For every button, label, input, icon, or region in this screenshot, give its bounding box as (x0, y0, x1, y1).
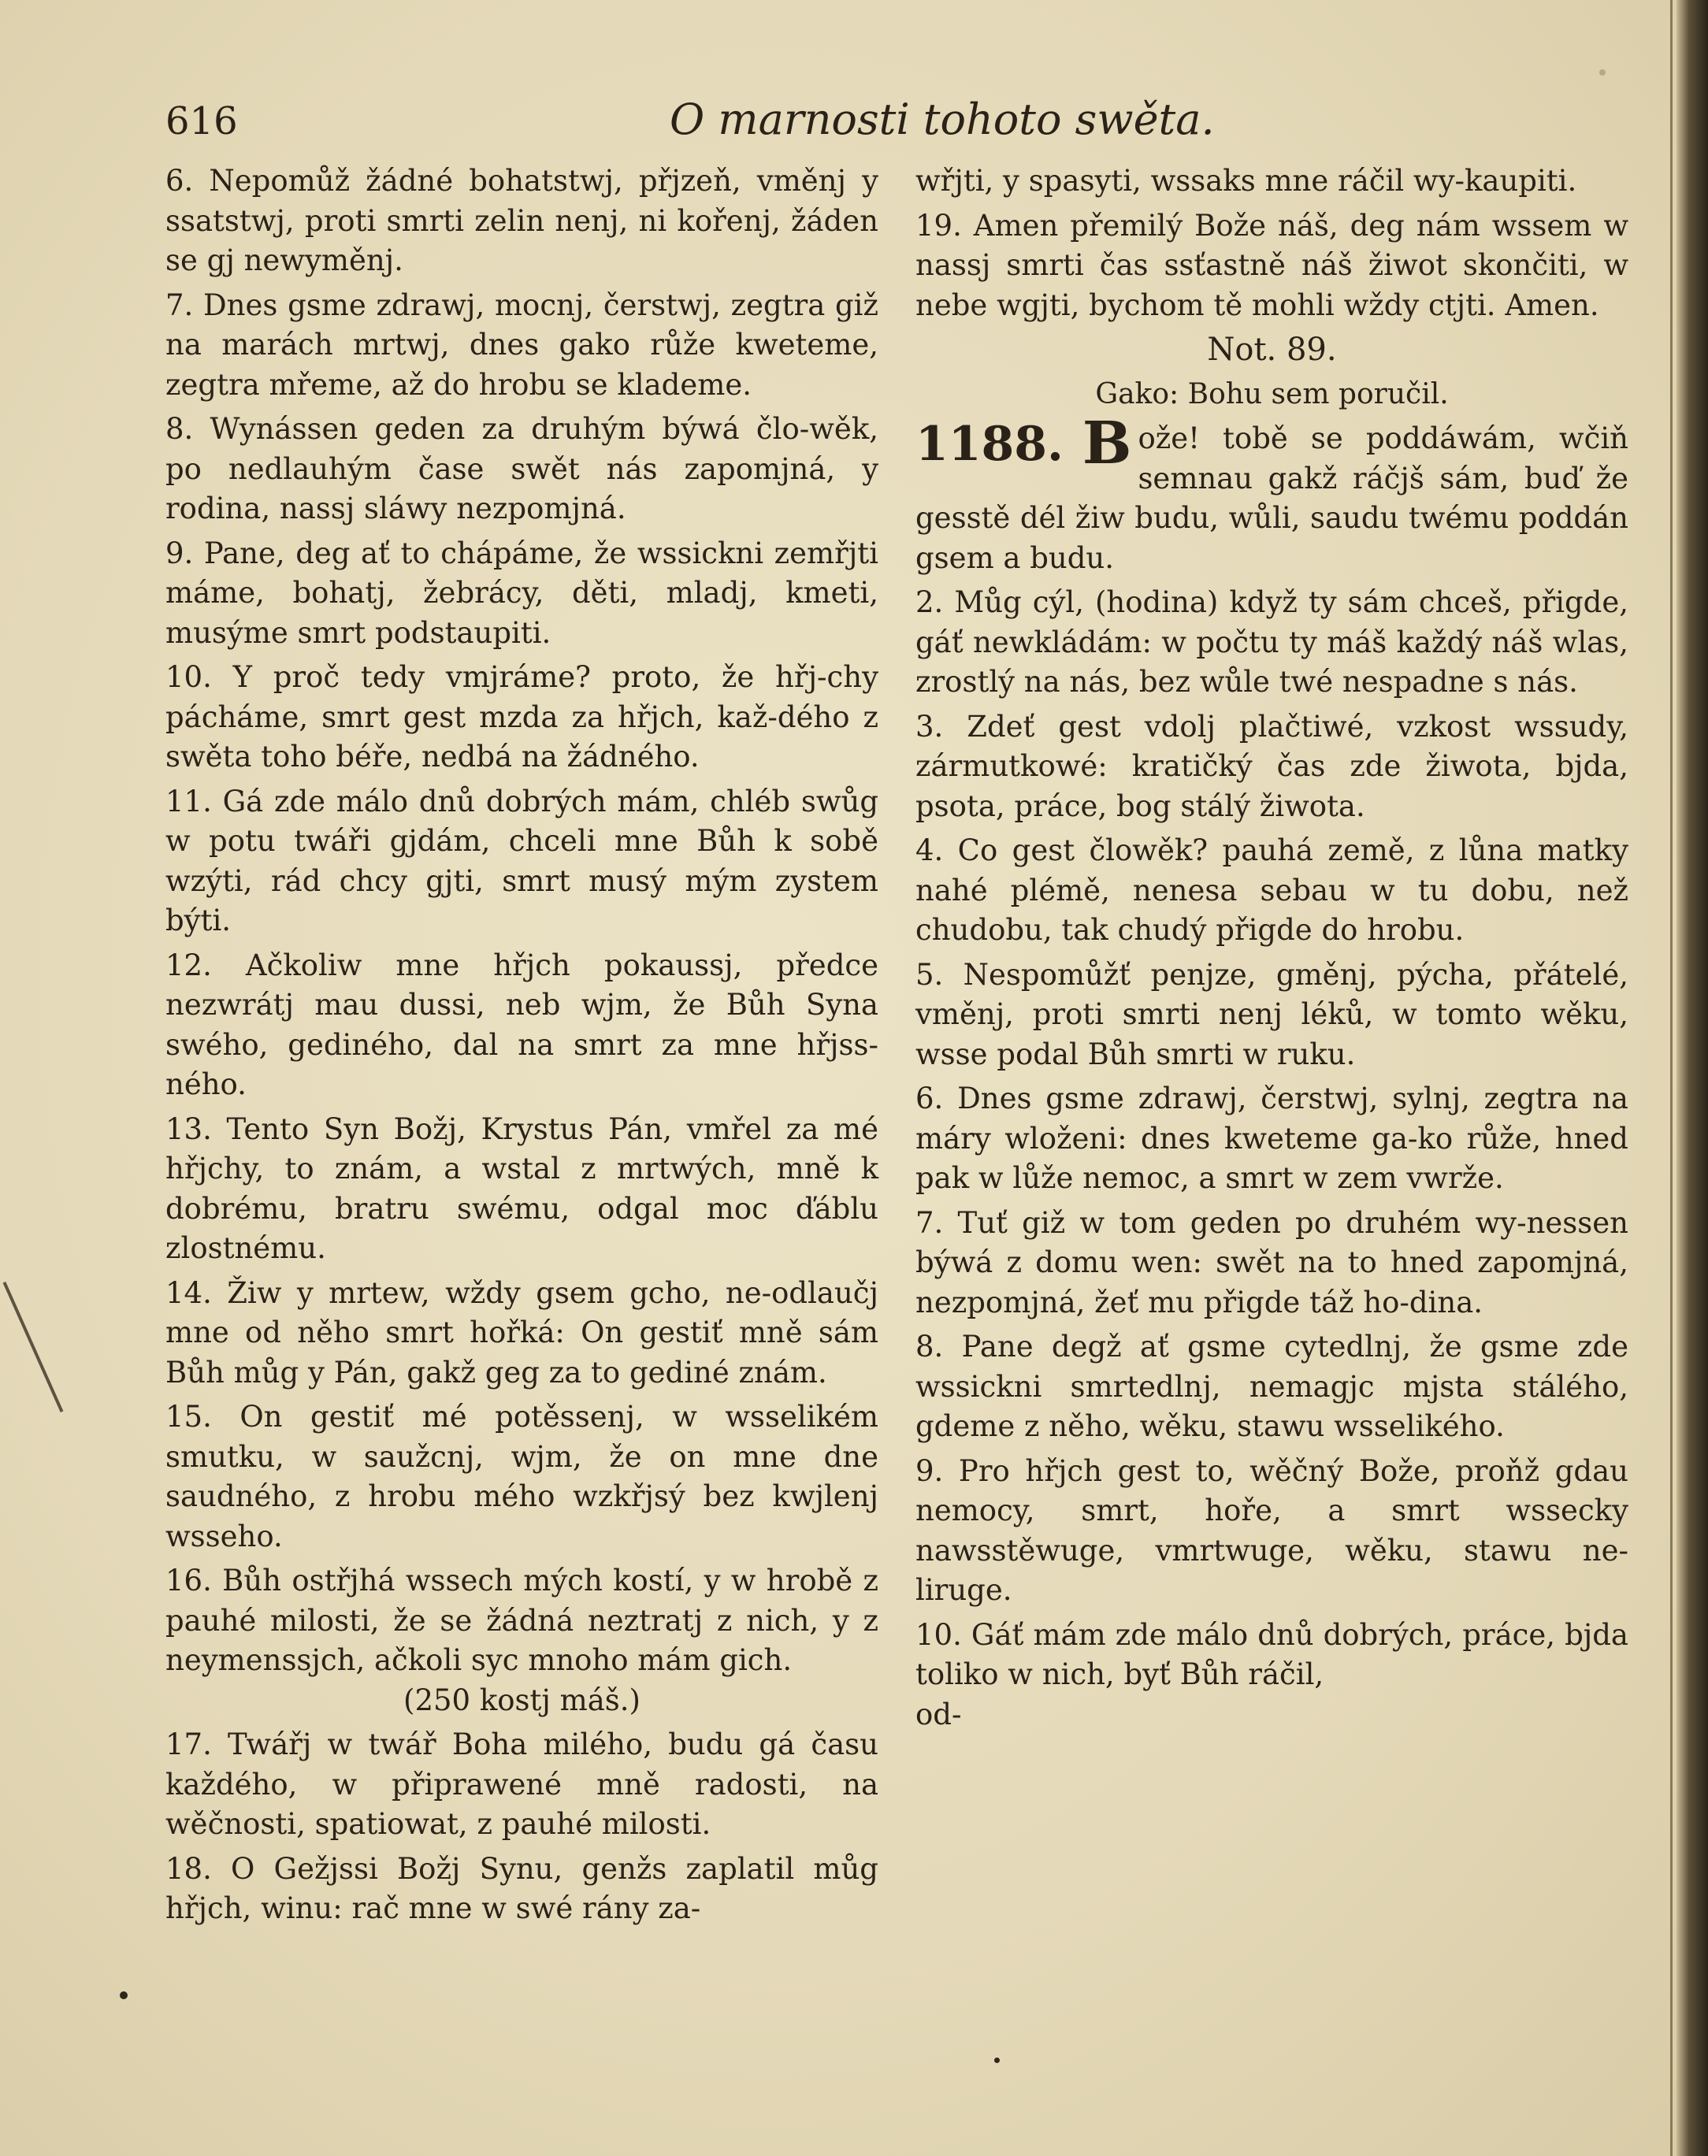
stanza: 6. Nepomůž žádné bohatstwj, přjzeň, vměnj y ssatstwj, proti smrti zelin nenj, ni kořenj, žáden se gj newyměnj. (165, 164, 878, 277)
stanza: 10. Gáť mám zde málo dnů dobrých, práce, bjda toliko w nich, byť Bůh ráčil, (915, 1617, 1628, 1691)
stanza: 4. Co gest člowěk? pauhá země, z lůna matky nahé plémě, nenesa sebau w tu dobu, než chudobu, tak chudý přigde do hrobu. (915, 833, 1628, 947)
ink-spot (1599, 69, 1606, 76)
stanza: 7. Dnes gsme zdrawj, mocnj, čerstwj, zegtra giž na marách mrtwj, dnes gako růže kweteme, zegtra mřeme, až do hrobu se klademe. (165, 288, 878, 402)
stanza: 13. Tento Syn Božj, Krystus Pán, vmřel za mé hřjchy, to znám, a wstal z mrtwých, mně k dobrému, bratru swému, odgal moc ďáblu zlostnému. (165, 1111, 878, 1265)
stanza-continued: wřjti, y spasyti, wssaks mne ráčil wy-kaupiti. (915, 164, 1577, 198)
stanza: 18. O Gežjssi Božj Synu, genžs zaplatil můg hřjch, winu: rač mne w swé rány za- (165, 1851, 878, 1925)
stanza: 10. Y proč tedy vmjráme? proto, že hřj-chy pácháme, smrt gest mzda za hřjch, kaž-dého z swěta toho béře, nedbá na žádného. (165, 660, 878, 774)
stanza: 8. Wynássen geden za druhým býwá člo-wěk, po nedlauhým čase swět nás zapomjná, y rodina, nassj sláwy nezpomjná. (165, 412, 878, 525)
stanza: 12. Ačkoliw mne hřjch pokaussj, předce nezwrátj mau dussi, neb wjm, že Bůh Syna swého, gediného, dal na smrt za mne hřjss-ného. (165, 948, 878, 1101)
stanza: 9. Pane, deg ať to chápáme, že wssickni zemřjti máme, bohatj, žebrácy, děti, mladj, kmeti, musýme smrt podstaupiti. (165, 536, 878, 650)
stanza: 7. Tuť giž w tom geden po druhém wy-nessen býwá z domu wen: swět na to hned zapomjná, nezpomjná, žeť mu přigde táž ho-dina. (915, 1205, 1628, 1319)
stanza: 15. On gestiť mé potěssenj, w wsselikém smutku, w saužcnj, wjm, že on mne dne saudného, z hrobu mého wzkřjsý bez kwjlenj wsseho. (165, 1400, 878, 1553)
stanza-note: (250 kostj máš.) (403, 1683, 640, 1717)
stanza: 19. Amen přemilý Bože náš, deg nám wssem w nassj smrti čas ssťastně náš žiwot skončiti, w nebe wgjti, bychom tě mohli wždy ctjti. Amen. (915, 208, 1628, 322)
stanza: 17. Twářj w twář Boha milého, budu gá času každého, w připrawené mně radosti, na wěčnosti, spatiowat, z pauhé milosti. (165, 1727, 878, 1841)
catchword: od- (915, 1697, 962, 1731)
hymn-number: 1188. (915, 417, 1064, 472)
ink-spot (120, 1991, 128, 1999)
stanza: 6. Dnes gsme zdrawj, čerstwj, sylnj, zegtra na máry wloženi: dnes kweteme ga-ko růže, hned pak w lůže nemoc, a smrt w zem vwrže. (915, 1082, 1628, 1195)
stanza: 5. Nespomůžť penjze, gměnj, pýcha, přátelé, vměnj, proti smrti nenj léků, w tomto wěku, wsse podal Bůh smrti w ruku. (915, 957, 1628, 1071)
hymn-title: Not. 89. (1207, 332, 1337, 368)
stanza: 14. Žiw y mrtew, wždy gsem gcho, ne-odlaučj mne od něho smrt hořká: On gestiť mně sám Bůh můg y Pán, gakž geg za to gediné znám. (165, 1275, 878, 1390)
page-edge-line (1670, 0, 1673, 2156)
stanza: 11. Gá zde málo dnů dobrých mám, chléb swůg w potu twáři gjdám, chceli mne Bůh k sobě wzýti, rád chcy gjti, smrt musý mým zystem býti. (165, 784, 878, 937)
stanza: 3. Zdeť gest vdolj plačtiwé, vzkost wssudy, zármutkowé: kratičký čas zde žiwota, bjda, psota, práce, bog stálý žiwota. (915, 709, 1628, 823)
stanza: 9. Pro hřjch gest to, wěčný Bože, proňž gdau nemocy, smrt, hoře, a smrt wssecky nawsstěwuge, vmrtwuge, wěku, stawu ne-liruge. (915, 1453, 1628, 1607)
drop-cap: B (1082, 410, 1132, 477)
right-column (915, 161, 1628, 1739)
stanza-text: ože! tobě se poddáwám, wčiň semnau gakž ráčjš sám, buď že gesstě dél žiw budu, wůli, saudu twému poddán gsem a budu. (915, 421, 1628, 575)
binding-shadow (1676, 0, 1708, 2156)
stanza: 2. Můg cýl, (hodina) když ty sám chceš, přigde, gáť newkládám: w počtu ty máš každý náš wlas, zrostlý na nás, bez wůle twé nespadne s nás. (915, 585, 1628, 699)
hymn-first-stanza (915, 410, 1628, 578)
hymn-melody: Gako: Bohu sem poručil. (1095, 377, 1449, 410)
stanza: 8. Pane degž ať gsme cytedlnj, že gsme zde wssickni smrtedlnj, nemagjc mjsta stálého, gdeme z něho, wěku, stawu wsselikého. (915, 1330, 1628, 1443)
running-title: O marnosti tohoto swěta. (670, 95, 1215, 144)
left-column (165, 161, 878, 1934)
stanza: 16. Bůh ostřjhá wssech mých kostí, y w hrobě z pauhé milosti, že se žádná neztratj z nich, y z neymenssjch, ačkoli syc mnoho mám gich. (165, 1564, 878, 1677)
ink-spot (994, 2058, 1000, 2063)
page-number: 616 (165, 99, 238, 143)
page-header (158, 95, 1670, 165)
